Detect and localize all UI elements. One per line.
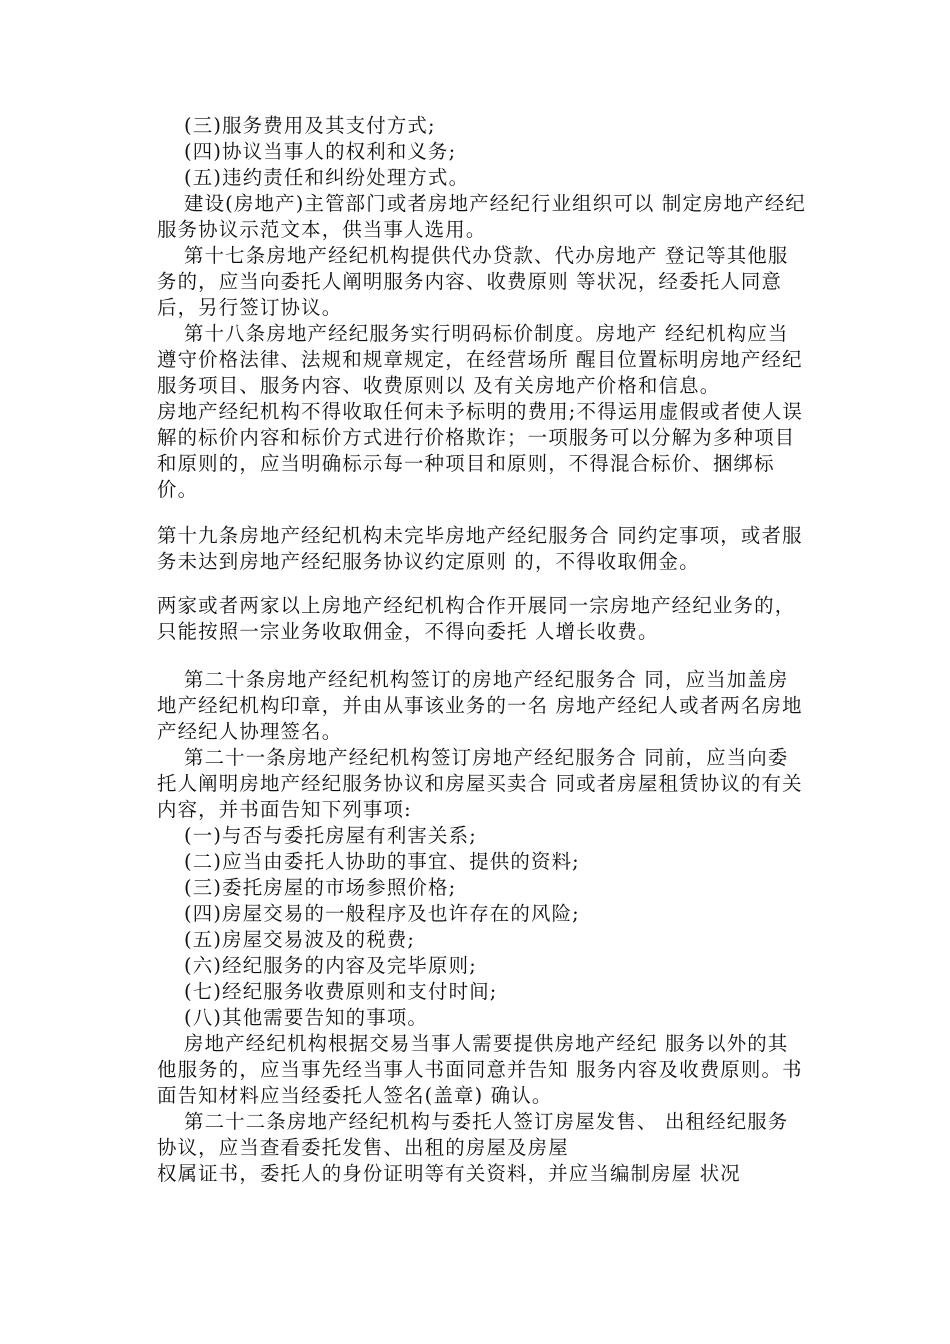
article-19: 第十九条房地产经纪机构未完毕房地产经纪服务合 同约定事项，或者服务未达到房地产经纪服务协议约定原则 的，不得收取佣金。: [157, 524, 803, 573]
list-item-7: (七)经纪服务收费原则和支付时间;: [184, 980, 498, 1003]
paragraph-template-note: 建设(房地产)主管部门或者房地产经纪行业组织可以 制定房地产经纪服务协议示范文本，供当事人选用。: [157, 192, 807, 241]
list-item-1: (一)与否与委托房屋有利害关系;: [184, 824, 477, 847]
list-item-8: (八)其他需要告知的事项。: [184, 1006, 429, 1029]
paragraph-other-services: 房地产经纪机构根据交易当事人需要提供房地产经纪 服务以外的其他服务的，应当事先经当事人书面同意并告知 服务内容及收费原则。书面告知材料应当经委托人签名(盖章) 确认。: [157, 1032, 803, 1107]
list-item-3: (三)服务费用及其支付方式;: [184, 114, 436, 137]
list-item-3b: (三)委托房屋的市场参照价格;: [184, 876, 457, 899]
article-22: 第二十二条房地产经纪机构与委托人签订房屋发售、 出租经纪服务协议，应当查看委托发售、出租的房屋及房屋: [157, 1110, 789, 1159]
paragraph-cooperation: 两家或者两家以上房地产经纪机构合作开展同一宗房地产经纪业务的，只能按照一宗业务收取佣金，不得向委托 人增长收费。: [157, 594, 796, 643]
list-item-4b: (四)房屋交易的一般程序及也许存在的风险;: [184, 902, 580, 925]
list-item-5: (五)违约责任和纠纷处理方式。: [184, 166, 470, 189]
list-item-4: (四)协议当事人的权利和义务;: [184, 140, 457, 163]
article-20: 第二十条房地产经纪机构签订的房地产经纪服务合 同，应当加盖房地产经纪机构印章，并由从事该业务的一名 房地产经纪人或者两名房地产经纪人协理签名。: [157, 668, 803, 743]
list-item-6: (六)经纪服务的内容及完毕原则;: [184, 954, 477, 977]
paragraph-continuation: 权属证书，委托人的身份证明等有关资料，并应当编制房屋 状况: [157, 1162, 741, 1185]
document-body: [157, 113, 807, 1187]
list-item-2: (二)应当由委托人协助的事宜、提供的资料;: [184, 850, 580, 873]
paragraph-pricing-prohibition: 房地产经纪机构不得收取任何未予标明的费用;不得运用虚假或者使人误解的标价内容和标价方式进行价格欺诈；一项服务可以分解为多种项目和原则的，应当明确标示每一种项目和原则，不得混合标价、捆绑标价。: [157, 400, 804, 501]
article-17: 第十七条房地产经纪机构提供代办贷款、代办房地产 登记等其他服务的，应当向委托人阐明服务内容、收费原则 等状况，经委托人同意后，另行签订协议。: [157, 244, 789, 319]
article-18: 第十八条房地产经纪服务实行明码标价制度。房地产 经纪机构应当遵守价格法律、法规和规章规定，在经营场所 醒目位置标明房地产经纪服务项目、服务内容、收费原则以 及有关房地产价格和信息。: [157, 322, 803, 397]
article-21: 第二十一条房地产经纪机构签订房地产经纪服务合 同前，应当向委托人阐明房地产经纪服务协议和房屋买卖合 同或者房屋租赁协议的有关内容，并书面告知下列事项:: [157, 746, 803, 821]
list-item-5b: (五)房屋交易波及的税费;: [184, 928, 416, 951]
